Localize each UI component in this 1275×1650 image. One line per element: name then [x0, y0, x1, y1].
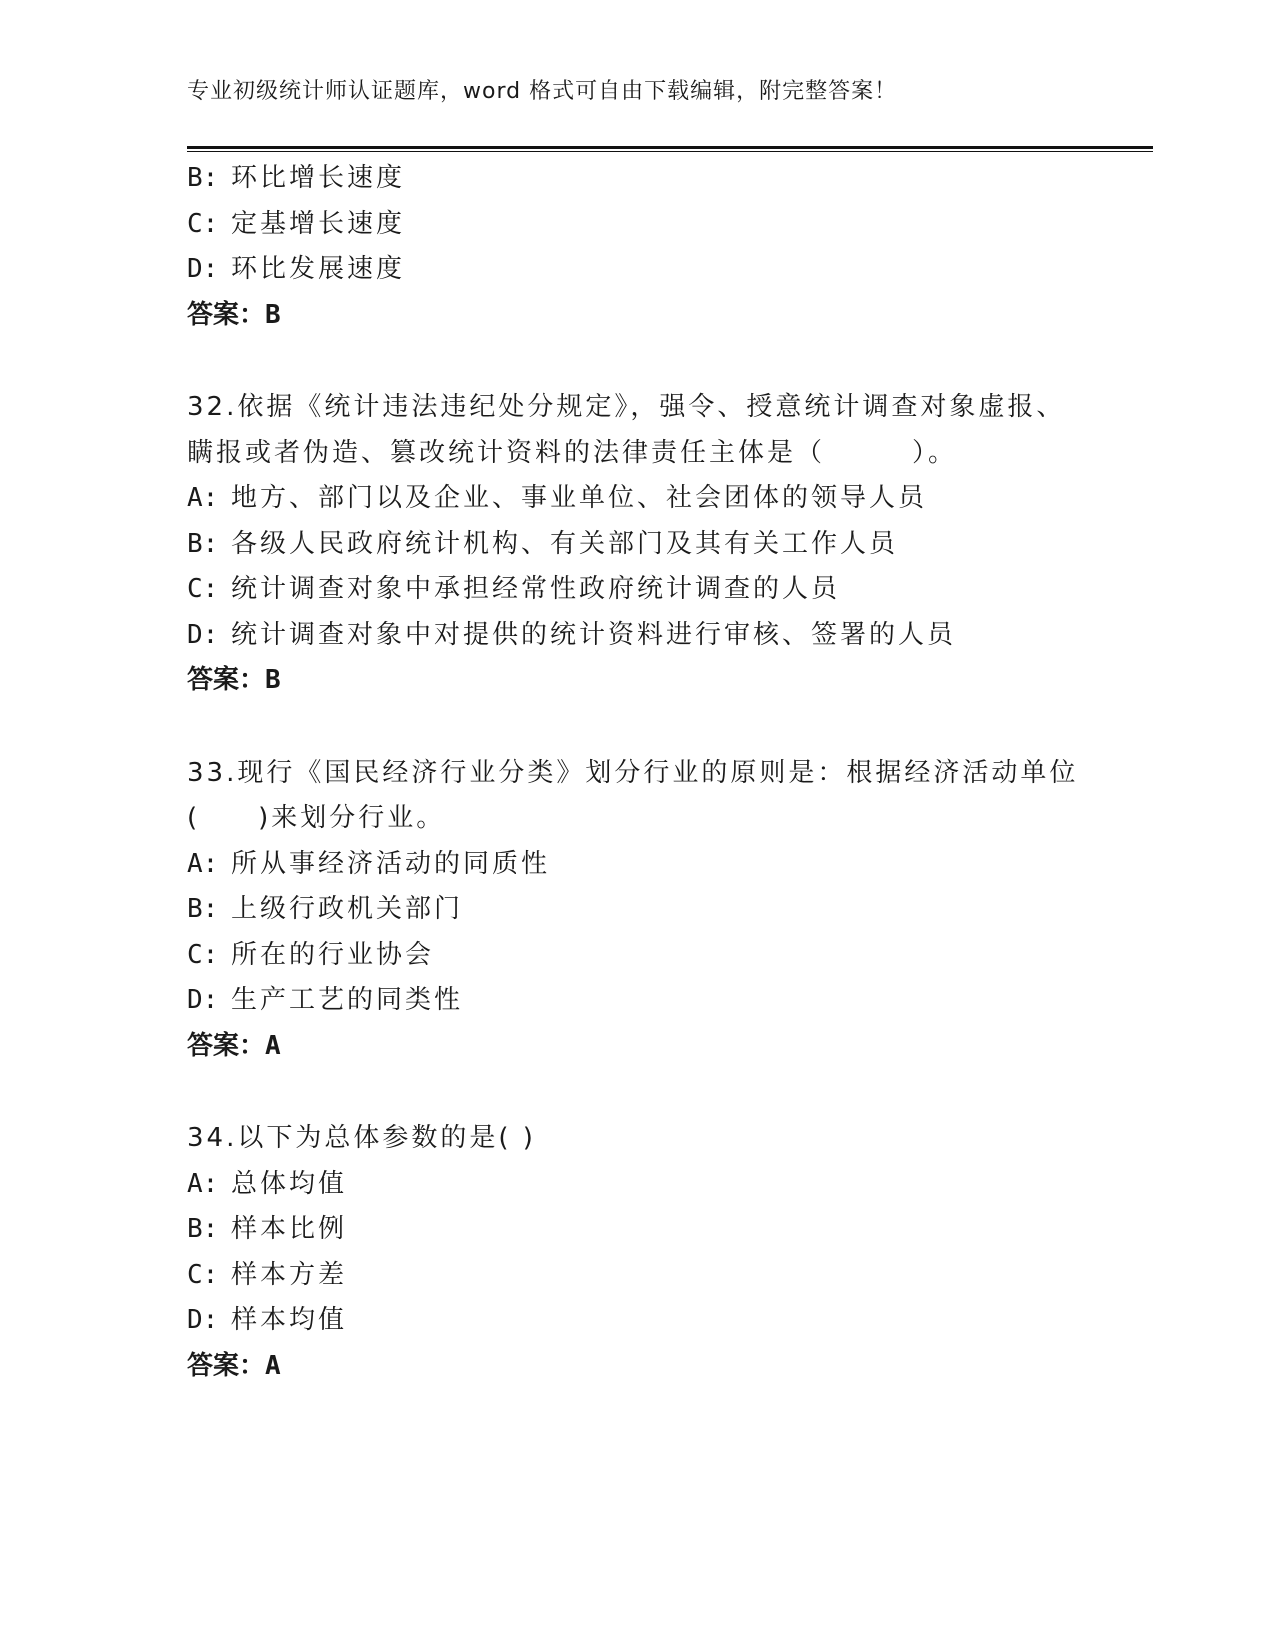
answer-row [187, 1344, 1107, 1390]
option-row [187, 1162, 1107, 1208]
answer-value: A [265, 1350, 281, 1381]
option-text: 统计调查对象中对提供的统计资料进行审核、签署的人员 [231, 619, 957, 650]
option-text: 总体均值 [231, 1168, 348, 1199]
option-text: 定基增长速度 [231, 208, 406, 239]
option-row [187, 522, 1107, 568]
option-key: C: [187, 939, 219, 970]
answer-label: 答案： [187, 1030, 266, 1061]
option-row [187, 978, 1107, 1024]
option-key: D: [187, 254, 219, 284]
option-row [187, 476, 1107, 522]
option-row [187, 613, 1107, 659]
question-stem-line: ( )来划分行业。 [187, 803, 446, 833]
answer-row [187, 293, 1107, 339]
option-row [187, 842, 1107, 888]
option-key: D: [187, 985, 219, 1015]
answer-value: A [265, 1030, 281, 1061]
option-text: 统计调查对象中承担经常性政府统计调查的人员 [231, 574, 841, 604]
option-text: 生产工艺的同类性 [231, 985, 464, 1015]
question-block [187, 385, 1107, 704]
header-rule [187, 146, 1153, 152]
question-stem-line: 34.以下为总体参数的是( ) [187, 1123, 536, 1153]
option-key: C: [187, 208, 219, 239]
option-key: B: [187, 894, 219, 924]
spacer [187, 338, 1107, 385]
answer-label: 答案： [187, 1350, 266, 1381]
answer-row [187, 658, 1107, 704]
option-text: 环比增长速度 [231, 163, 406, 193]
question-block [187, 1116, 1107, 1389]
option-text: 上级行政机关部门 [231, 894, 464, 924]
option-row [187, 887, 1107, 933]
option-text: 地方、部门以及企业、事业单位、社会团体的领导人员 [231, 483, 928, 513]
option-key: B: [187, 1214, 219, 1244]
option-key: B: [187, 528, 219, 559]
option-key: B: [187, 163, 219, 193]
option-row [187, 567, 1107, 613]
option-text: 环比发展速度 [231, 254, 406, 284]
answer-label: 答案： [187, 299, 266, 330]
answer-value: B [265, 299, 281, 330]
option-text: 样本比例 [231, 1214, 348, 1244]
answer-label: 答案： [187, 665, 266, 695]
option-key: C: [187, 1259, 219, 1290]
option-row [187, 156, 1107, 202]
option-row [187, 202, 1107, 248]
option-row [187, 1253, 1107, 1299]
option-text: 所从事经济活动的同质性 [231, 848, 551, 879]
page-header: 专业初级统计师认证题库，word 格式可自由下载编辑，附完整答案！ [187, 79, 898, 104]
option-row [187, 247, 1107, 293]
option-key: A: [187, 483, 219, 513]
answer-row [187, 1024, 1107, 1070]
option-row [187, 933, 1107, 979]
question-block [187, 751, 1107, 1070]
spacer [187, 704, 1107, 751]
option-key: A: [187, 848, 219, 879]
question-stem-line: 瞒报或者伪造、篡改统计资料的法律责任主体是（ ）。 [187, 437, 958, 468]
spacer [187, 1069, 1107, 1116]
option-text: 样本均值 [231, 1305, 348, 1335]
option-row [187, 1207, 1107, 1253]
question-stem-line: 32.依据《统计违法违纪处分规定》，强令、授意统计调查对象虚报、 [187, 392, 1066, 422]
answer-value: B [265, 665, 281, 695]
option-key: D: [187, 1305, 219, 1335]
option-key: D: [187, 619, 219, 650]
option-key: C: [187, 574, 219, 604]
option-text: 各级人民政府统计机构、有关部门及其有关工作人员 [231, 528, 899, 559]
option-text: 样本方差 [231, 1259, 348, 1290]
question-stem-line: 33.现行《国民经济行业分类》划分行业的原则是：根据经济活动单位 [187, 757, 1079, 788]
option-row [187, 1298, 1107, 1344]
question-block [187, 156, 1107, 338]
option-text: 所在的行业协会 [231, 939, 435, 970]
option-key: A: [187, 1168, 219, 1199]
question-list [187, 156, 1107, 1389]
